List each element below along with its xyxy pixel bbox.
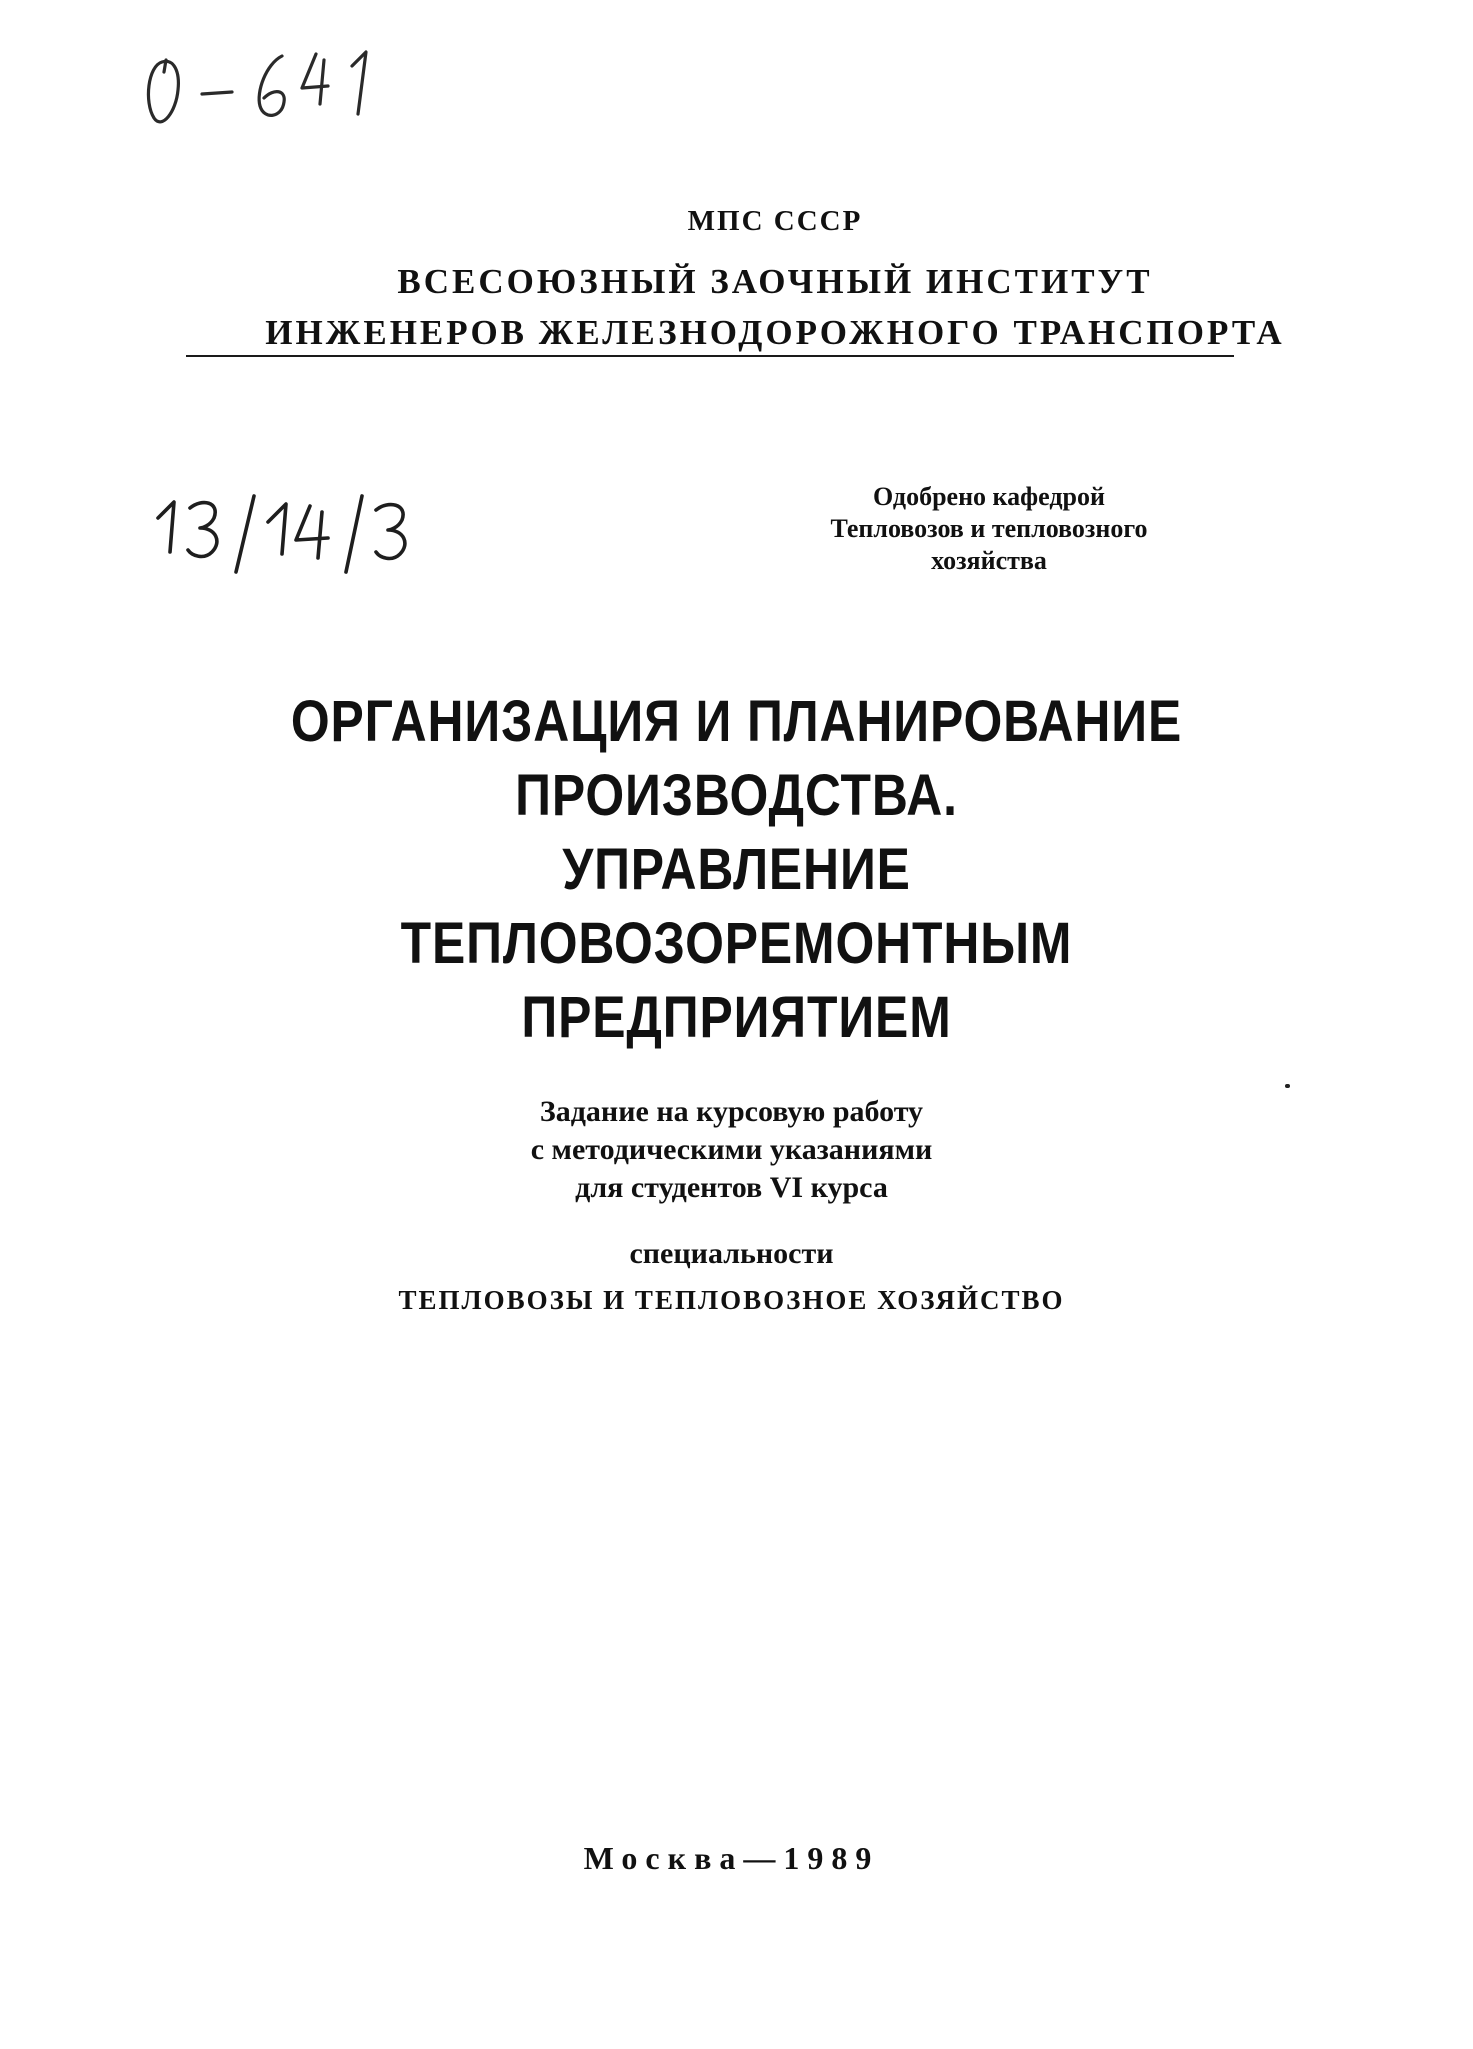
subtitle-line-2: с методическими указаниями <box>530 1133 933 1166</box>
city-year: Москва—1989 <box>583 1840 880 1876</box>
title-line-1: ОРГАНИЗАЦИЯ И ПЛАНИРОВАНИЕ <box>290 689 1183 754</box>
approval-line-3: хозяйства <box>931 546 1047 575</box>
institute-line-2: ИНЖЕНЕРОВ ЖЕЛЕЗНОДОРОЖНОГО ТРАНСПОРТА <box>265 313 1285 352</box>
institute-line-1: ВСЕСОЮЗНЫЙ ЗАОЧНЫЙ ИНСТИТУТ <box>397 262 1153 301</box>
approval-note <box>764 481 1214 577</box>
title-line-5: ПРЕДПРИЯТИЕМ <box>521 985 952 1050</box>
handwritten-catalog-number <box>150 488 450 578</box>
title-line-2: ПРОИЗВОДСТВА. <box>515 763 958 828</box>
header-divider <box>186 355 1234 357</box>
document-title <box>206 685 1266 1055</box>
handwritten-mark-top <box>140 42 400 132</box>
document-subtitle <box>300 1093 1163 1207</box>
title-line-4: ТЕПЛОВОЗОРЕМОНТНЫМ <box>400 911 1073 976</box>
title-line-3: УПРАВЛЕНИЕ <box>562 837 911 902</box>
approval-line-1: Одобрено кафедрой <box>873 482 1105 511</box>
print-speck <box>1285 1084 1290 1088</box>
subtitle-line-1: Задание на курсовую работу <box>539 1095 924 1128</box>
approval-line-2: Тепловозов и тепловозного <box>830 514 1148 543</box>
specialty-value: ТЕПЛОВОЗЫ И ТЕПЛОВОЗНОЕ ХОЗЯЙСТВО <box>398 1285 1065 1315</box>
subtitle-line-3: для студентов VI курса <box>575 1171 888 1204</box>
institute-name <box>140 256 1410 358</box>
specialty-label: специальности <box>629 1237 834 1270</box>
ministry-label: МПС СССР <box>687 205 863 237</box>
